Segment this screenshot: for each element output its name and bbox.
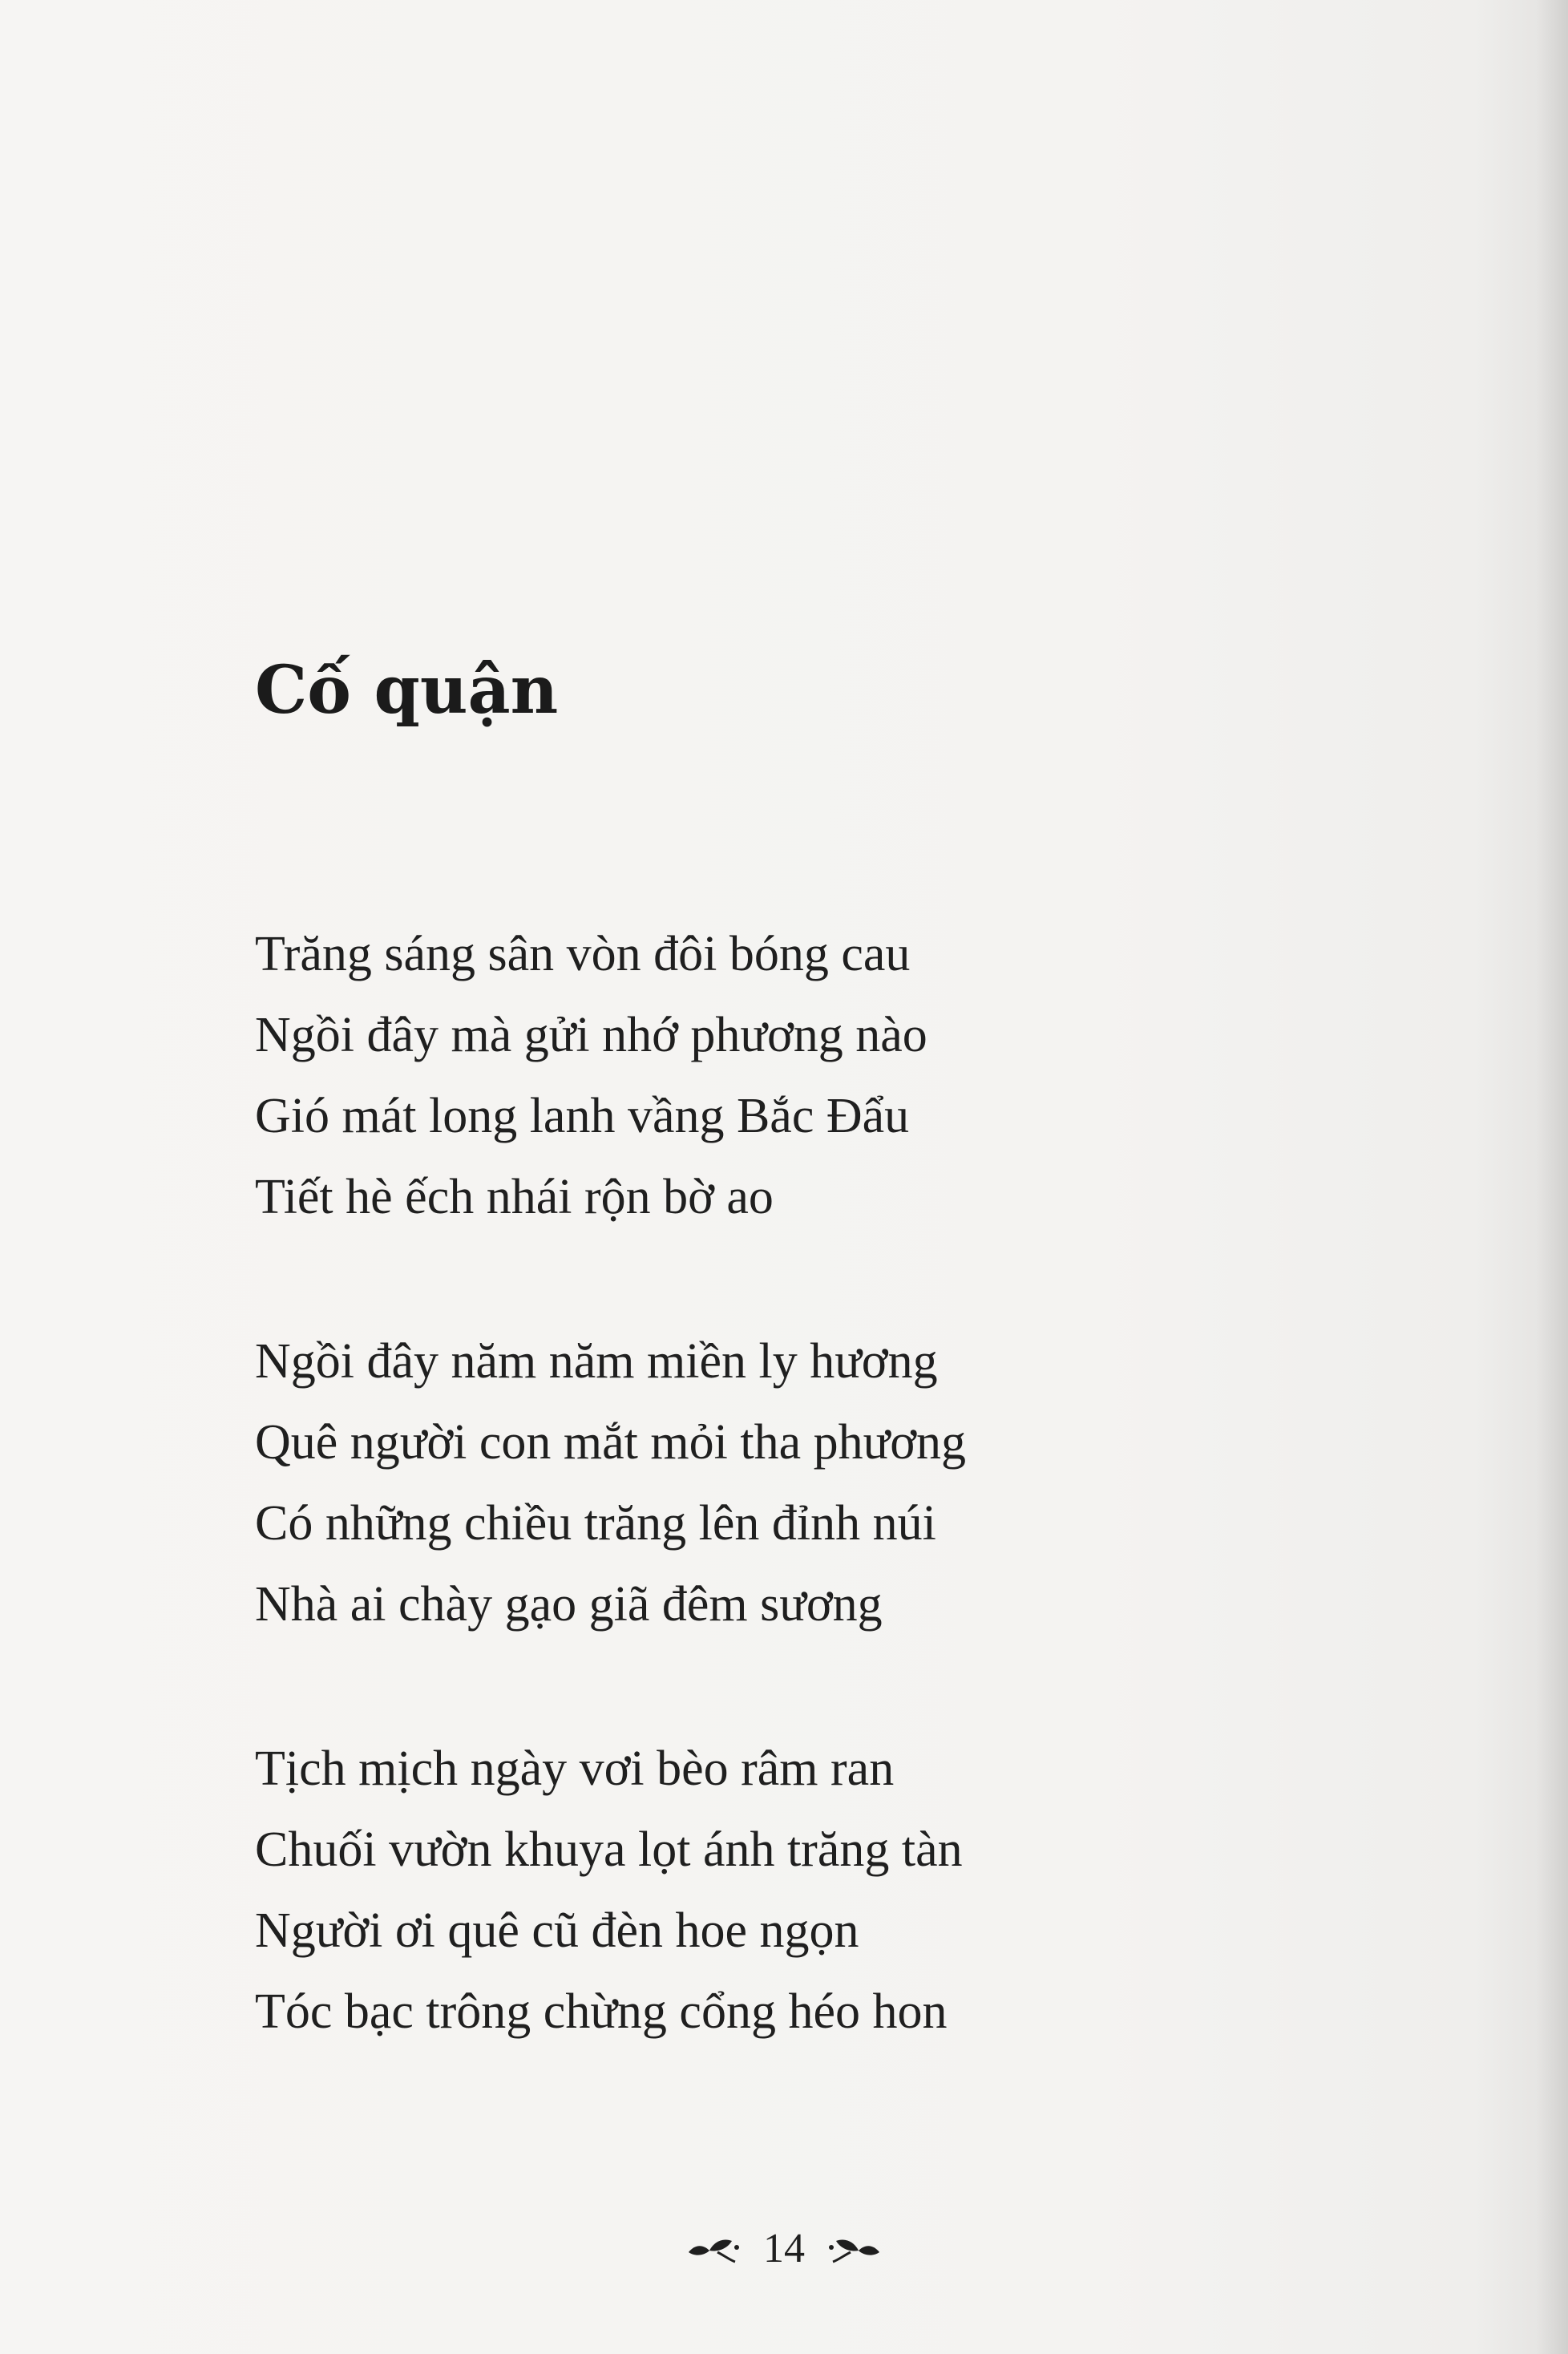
- page-footer: [0, 2225, 1568, 2270]
- stanza-3: [255, 1729, 1457, 2053]
- poem-body: [255, 914, 1457, 2053]
- verse-line: Người ơi quê cũ đèn hoe ngọn: [255, 1903, 859, 1958]
- stanza-2: [255, 1321, 1457, 1645]
- leaf-ornament-left-icon: [685, 2233, 742, 2265]
- verse-line: Trăng sáng sân vòn đôi bóng cau: [255, 927, 911, 981]
- poem-title: Cố quận: [255, 652, 559, 729]
- verse-line: Tóc bạc trông chừng cổng héo hon: [255, 1984, 948, 2039]
- verse-line: Tịch mịch ngày vơi bèo râm ran: [255, 1741, 895, 1796]
- page-number: 14: [763, 2226, 805, 2272]
- verse-line: Ngồi đây mà gửi nhớ phương nào: [255, 1008, 927, 1062]
- verse-line: Gió mát long lanh vầng Bắc Đẩu: [255, 1089, 910, 1143]
- verse-line: Chuối vườn khuya lọt ánh trăng tàn: [255, 1822, 963, 1877]
- verse-line: Nhà ai chày gạo giã đêm sương: [255, 1577, 883, 1632]
- page-edge-shadow: [1536, 0, 1568, 2354]
- verse-line: Tiết hè ếch nhái rộn bờ ao: [255, 1170, 774, 1224]
- verse-line: Ngồi đây năm năm miền ly hương: [255, 1334, 938, 1389]
- stanza-1: [255, 914, 1457, 1238]
- leaf-ornament-right-icon: [826, 2233, 883, 2265]
- verse-line: Quê người con mắt mỏi tha phương: [255, 1415, 966, 1470]
- verse-line: Có những chiều trăng lên đỉnh núi: [255, 1496, 936, 1551]
